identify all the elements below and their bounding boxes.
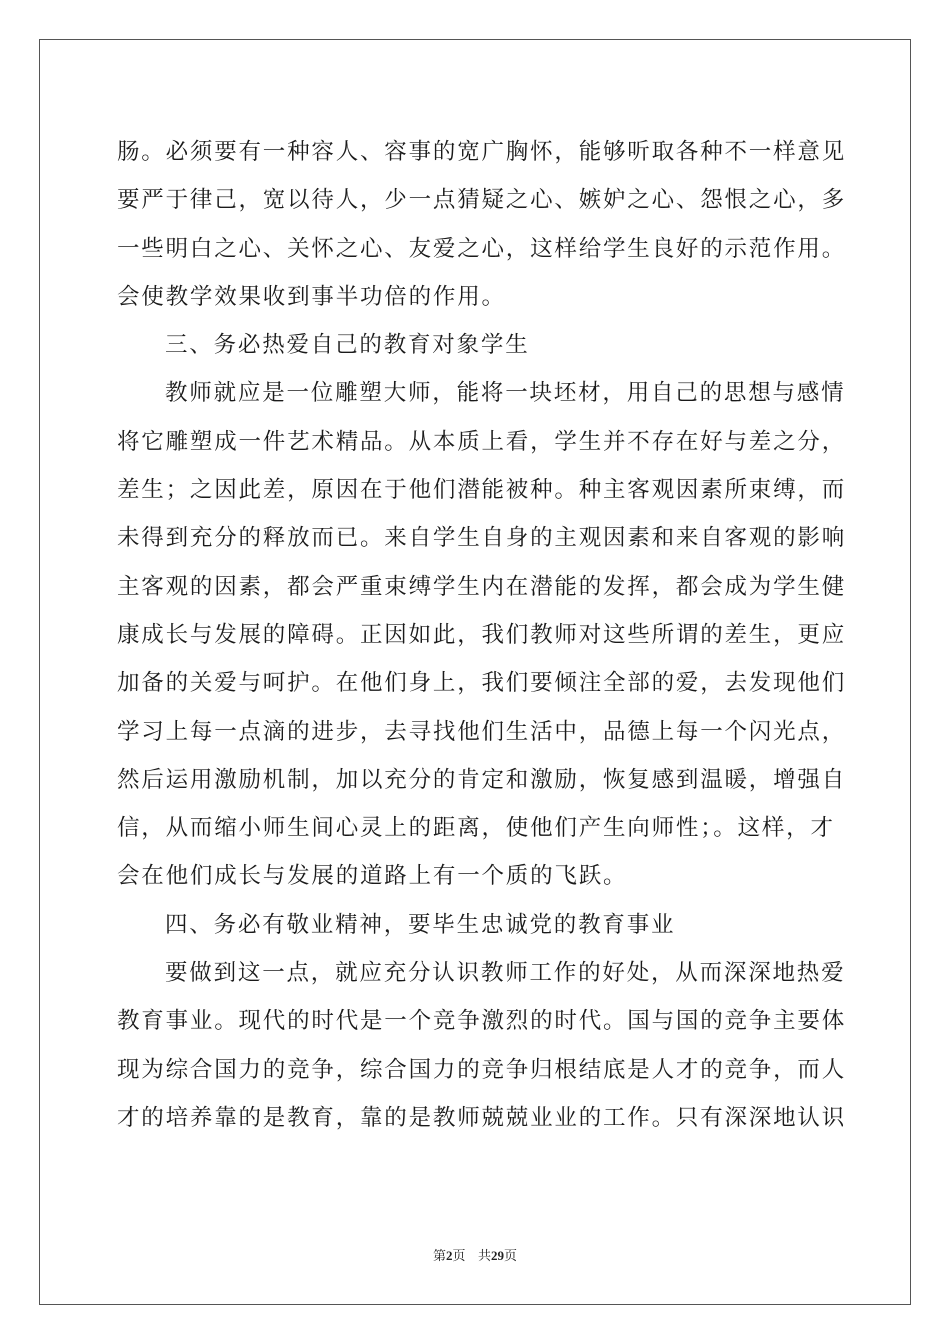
text-line: 差生；之因此差，原因在于他们潜能被种。种主客观因素所束缚，而 [117, 477, 847, 504]
total-prefix: 共 [477, 1249, 491, 1264]
document-body [117, 128, 847, 1142]
text-line: 主客观的因素，都会严重束缚学生内在潜能的发挥，都会成为学生健 [117, 573, 847, 600]
text-line: 肠。必须要有一种容人、容事的宽广胸怀，能够听取各种不一样意见 [117, 139, 847, 165]
text-line: 会使教学效果收到事半功倍的作用。 [117, 283, 506, 310]
text-line: 康成长与发展的障碍。正因如此，我们教师对这些所谓的差生，更应 [117, 621, 847, 648]
text-line: 教师就应是一位雕塑大师，能将一块坯材，用自己的思想与感情 [165, 380, 846, 407]
text-line: 教育事业。现代的时代是一个竞争激烈的时代。国与国的竞争主要体 [117, 1008, 847, 1035]
text-line: 要做到这一点，就应充分认识教师工作的好处，从而深深地热爱 [165, 960, 846, 987]
text-line: 学习上每一点滴的进步，去寻找他们生活中，品德上每一个闪光点， [117, 718, 847, 745]
page-footer [0, 1245, 950, 1264]
section-heading: 四、务必有敬业精神，要毕生忠诚党的教育事业 [165, 911, 676, 938]
total-pages: 29 [490, 1248, 504, 1263]
text-line: 要严于律己，宽以待人，少一点猜疑之心、嫉妒之心、怨恨之心，多 [117, 187, 847, 214]
page-suffix: 页 [452, 1249, 466, 1264]
total-suffix: 页 [503, 1249, 517, 1264]
text-line: 加备的关爱与呵护。在他们身上，我们要倾注全部的爱，去发现他们 [117, 670, 847, 697]
text-line: 会在他们成长与发展的道路上有一个质的飞跃。 [117, 863, 628, 890]
text-line: 将它雕塑成一件艺术精品。从本质上看，学生并不存在好与差之分， [117, 428, 847, 455]
text-line: 一些明白之心、关怀之心、友爱之心，这样给学生良好的示范作用。 [117, 235, 847, 262]
text-line: 信，从而缩小师生间心灵上的距离，使他们产生向师性；。这样，才 [117, 815, 835, 842]
text-line: 然后运用激励机制，加以充分的肯定和激励，恢复感到温暖，增强自 [117, 766, 847, 793]
page-number: 2 [446, 1248, 453, 1263]
text-line: 现为综合国力的竞争，综合国力的竞争归根结底是人才的竞争，而人 [117, 1056, 847, 1083]
text-line: 才的培养靠的是教育，靠的是教师兢兢业业的工作。只有深深地认识 [117, 1104, 847, 1131]
section-heading: 三、务必热爱自己的教育对象学生 [165, 332, 530, 359]
text-line: 未得到充分的释放而已。来自学生自身的主观因素和来自客观的影响 [117, 525, 847, 552]
page-prefix: 第 [433, 1249, 447, 1264]
